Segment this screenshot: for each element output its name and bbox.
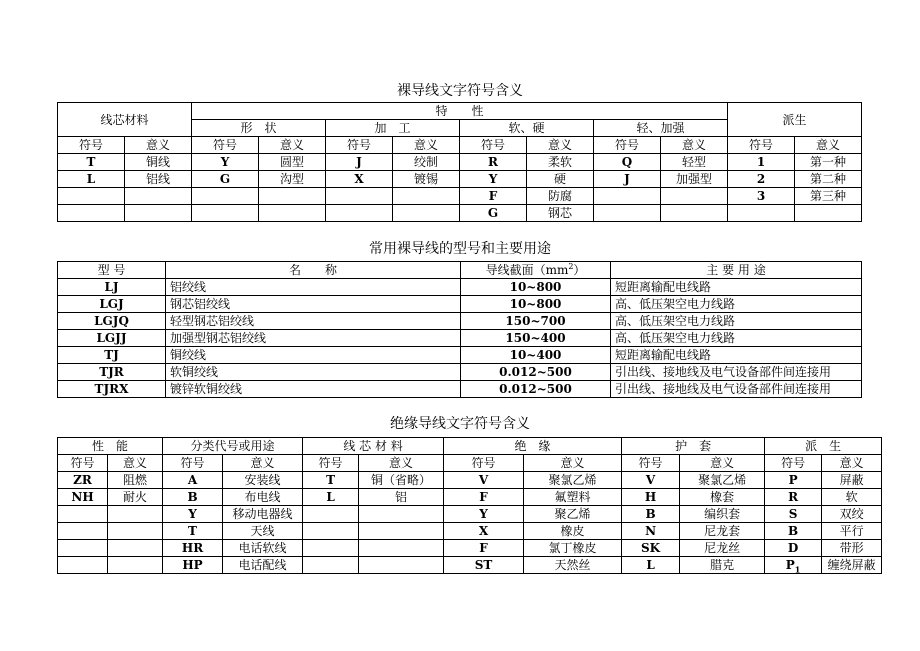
cell — [594, 205, 661, 222]
cell: Y — [444, 506, 524, 523]
cell — [108, 540, 163, 557]
cell-model: LGJQ — [58, 313, 166, 330]
cell: 防腐 — [527, 188, 594, 205]
insulated-wire-symbol-table — [57, 437, 882, 574]
cell: 移动电器线 — [223, 506, 303, 523]
cell-name: 铜绞线 — [166, 347, 461, 364]
cell: G — [460, 205, 527, 222]
meaning-header: 意义 — [108, 455, 163, 472]
table-row — [58, 205, 862, 222]
cell — [58, 205, 125, 222]
cell-section: 150~400 — [461, 330, 611, 347]
table-row — [58, 489, 882, 506]
cell: 柔软 — [527, 154, 594, 171]
cell: B — [622, 506, 680, 523]
cell: F — [444, 489, 524, 506]
title-bare-wire-symbols: 裸导线文字符号含义 — [397, 83, 523, 99]
cell: 阻燃 — [108, 472, 163, 489]
cell: 双绞 — [822, 506, 882, 523]
cell: F — [460, 188, 527, 205]
symbol-header: 符号 — [192, 137, 259, 154]
cell: J — [326, 154, 393, 171]
header-light-strong: 轻、加强 — [594, 120, 728, 137]
cell: 铝 — [359, 489, 444, 506]
table-row — [58, 472, 882, 489]
cell — [303, 540, 359, 557]
meaning-header: 意义 — [259, 137, 326, 154]
table-row — [58, 279, 862, 296]
cell: 铜（省略） — [359, 472, 444, 489]
cell: 布电线 — [223, 489, 303, 506]
table-row — [58, 540, 882, 557]
cell: 聚氯乙烯 — [524, 472, 622, 489]
cell — [303, 523, 359, 540]
cell: 橡皮 — [524, 523, 622, 540]
cell-model: LGJ — [58, 296, 166, 313]
cell: 带形 — [822, 540, 882, 557]
table-row — [58, 296, 862, 313]
cell — [326, 188, 393, 205]
cell: HP — [163, 557, 223, 574]
cell-section: 10~800 — [461, 279, 611, 296]
table-row — [58, 523, 882, 540]
cell: 第二种 — [795, 171, 862, 188]
header-derived: 派 生 — [765, 438, 882, 455]
meaning-header: 意义 — [125, 137, 192, 154]
cell: 氯丁橡皮 — [524, 540, 622, 557]
title-bare-wire-models: 常用裸导线的型号和主要用途 — [369, 241, 551, 257]
cell: ST — [444, 557, 524, 574]
cell: 耐火 — [108, 489, 163, 506]
cell: 加强型 — [661, 171, 728, 188]
header-soft-hard: 软、硬 — [460, 120, 594, 137]
header-shape: 形 状 — [192, 120, 326, 137]
cell — [58, 506, 108, 523]
cell: 电话配线 — [223, 557, 303, 574]
cell — [359, 523, 444, 540]
cell: J — [594, 171, 661, 188]
meaning-header: 意义 — [524, 455, 622, 472]
cell-model: LGJJ — [58, 330, 166, 347]
cell — [108, 557, 163, 574]
cell: SK — [622, 540, 680, 557]
cell-use: 短距离输配电线路 — [611, 279, 862, 296]
header-model: 型 号 — [58, 262, 166, 279]
cell-model: TJRX — [58, 381, 166, 398]
table-row — [58, 506, 882, 523]
cell: 轻型 — [661, 154, 728, 171]
meaning-header: 意义 — [527, 137, 594, 154]
table-row — [58, 347, 862, 364]
cell — [765, 557, 822, 574]
cell: ZR — [58, 472, 108, 489]
meaning-header: 意义 — [795, 137, 862, 154]
cell — [58, 188, 125, 205]
cell: N — [622, 523, 680, 540]
cell: 腊克 — [680, 557, 765, 574]
cell — [594, 188, 661, 205]
cell — [125, 188, 192, 205]
cell: 缠绕屏蔽 — [822, 557, 882, 574]
cell: V — [444, 472, 524, 489]
cell: 沟型 — [259, 171, 326, 188]
cell: 天线 — [223, 523, 303, 540]
cell-name: 加强型钢芯铝绞线 — [166, 330, 461, 347]
cell: 聚氯乙烯 — [680, 472, 765, 489]
cell: R — [765, 489, 822, 506]
bare-wire-symbol-table — [57, 102, 862, 222]
header-row — [58, 262, 862, 279]
cell-name: 铝绞线 — [166, 279, 461, 296]
cell-use: 高、低压架空电力线路 — [611, 330, 862, 347]
cell-subscript: 1 — [794, 564, 801, 574]
header-feature: 特 性 — [192, 103, 728, 120]
symbol-header: 符号 — [594, 137, 661, 154]
cell: 屏蔽 — [822, 472, 882, 489]
header-insulation: 绝 缘 — [444, 438, 622, 455]
cell: P — [765, 472, 822, 489]
cell: 软 — [822, 489, 882, 506]
cell — [259, 188, 326, 205]
cell-name: 软铜绞线 — [166, 364, 461, 381]
sub-header-row — [58, 137, 862, 154]
header-sheath: 护 套 — [622, 438, 765, 455]
cell: 聚乙烯 — [524, 506, 622, 523]
sub-header-row — [58, 455, 882, 472]
table-row — [58, 154, 862, 171]
cell-use: 高、低压架空电力线路 — [611, 296, 862, 313]
symbol-header: 符号 — [58, 137, 125, 154]
symbol-header: 符号 — [444, 455, 524, 472]
cell — [359, 540, 444, 557]
cell-use: 引出线、接地线及电气设备部件间连接用 — [611, 381, 862, 398]
cell: L — [58, 171, 125, 188]
meaning-header: 意义 — [393, 137, 460, 154]
cell — [661, 205, 728, 222]
header-section-text: 导线截面（mm — [485, 263, 569, 277]
cell: L — [622, 557, 680, 574]
symbol-header: 符号 — [303, 455, 359, 472]
cell: 2 — [728, 171, 795, 188]
header-row — [58, 438, 882, 455]
cell: L — [303, 489, 359, 506]
cell: Y — [192, 154, 259, 171]
cell — [303, 557, 359, 574]
header-derived: 派生 — [728, 103, 862, 137]
cell — [58, 523, 108, 540]
symbol-header: 符号 — [163, 455, 223, 472]
cell: 第三种 — [795, 188, 862, 205]
cell: 尼龙套 — [680, 523, 765, 540]
header-core-material: 线 芯 材 料 — [303, 438, 444, 455]
bare-wire-model-table — [57, 261, 862, 398]
cell: 安装线 — [223, 472, 303, 489]
cell — [58, 557, 108, 574]
header-use: 主 要 用 途 — [611, 262, 862, 279]
cell: 硬 — [527, 171, 594, 188]
cell-use: 引出线、接地线及电气设备部件间连接用 — [611, 364, 862, 381]
meaning-header: 意义 — [661, 137, 728, 154]
header-name: 名 称 — [166, 262, 461, 279]
cell: Q — [594, 154, 661, 171]
cell-model: TJR — [58, 364, 166, 381]
cell-section: 10~800 — [461, 296, 611, 313]
cell: 1 — [728, 154, 795, 171]
cell: NH — [58, 489, 108, 506]
cell: 电话软线 — [223, 540, 303, 557]
cell: S — [765, 506, 822, 523]
cell: 氟塑料 — [524, 489, 622, 506]
cell-section: 150~700 — [461, 313, 611, 330]
cell: G — [192, 171, 259, 188]
cell — [192, 205, 259, 222]
cell: D — [765, 540, 822, 557]
cell-section: 10~400 — [461, 347, 611, 364]
table-row — [58, 171, 862, 188]
cell — [661, 188, 728, 205]
header-classification: 分类代号或用途 — [163, 438, 303, 455]
cell-model: TJ — [58, 347, 166, 364]
cell: 绞制 — [393, 154, 460, 171]
cell: T — [163, 523, 223, 540]
cell: 铜线 — [125, 154, 192, 171]
cell — [125, 205, 192, 222]
cell: B — [163, 489, 223, 506]
cell-use: 短距离输配电线路 — [611, 347, 862, 364]
cell — [108, 506, 163, 523]
cell — [303, 506, 359, 523]
cell: 镀锡 — [393, 171, 460, 188]
cell-name: 镀锌软铜绞线 — [166, 381, 461, 398]
cell — [795, 205, 862, 222]
meaning-header: 意义 — [822, 455, 882, 472]
cell: Y — [163, 506, 223, 523]
cell: F — [444, 540, 524, 557]
cell-model: LJ — [58, 279, 166, 296]
cell: Y — [460, 171, 527, 188]
cell — [326, 205, 393, 222]
cell-name: 钢芯铝绞线 — [166, 296, 461, 313]
cell: 平行 — [822, 523, 882, 540]
table-row — [58, 364, 862, 381]
cell: 第一种 — [795, 154, 862, 171]
cell: R — [460, 154, 527, 171]
table-row — [58, 188, 862, 205]
header-performance: 性 能 — [58, 438, 163, 455]
meaning-header: 意义 — [223, 455, 303, 472]
cell: H — [622, 489, 680, 506]
cell — [728, 205, 795, 222]
cell: A — [163, 472, 223, 489]
header-section — [461, 262, 611, 279]
cell: HR — [163, 540, 223, 557]
cell — [393, 205, 460, 222]
cell: T — [303, 472, 359, 489]
cell-section: 0.012~500 — [461, 364, 611, 381]
cell: 尼龙丝 — [680, 540, 765, 557]
cell: X — [444, 523, 524, 540]
cell-use: 高、低压架空电力线路 — [611, 313, 862, 330]
cell: 橡套 — [680, 489, 765, 506]
cell: 3 — [728, 188, 795, 205]
symbol-header: 符号 — [326, 137, 393, 154]
symbol-header: 符号 — [58, 455, 108, 472]
cell — [359, 557, 444, 574]
header-process: 加 工 — [326, 120, 460, 137]
table-row — [58, 381, 862, 398]
header-section-sup: 2 — [568, 262, 574, 271]
symbol-header: 符号 — [460, 137, 527, 154]
cell — [359, 506, 444, 523]
cell: 铝线 — [125, 171, 192, 188]
table-row — [58, 557, 882, 574]
symbol-header: 符号 — [622, 455, 680, 472]
cell — [58, 540, 108, 557]
cell: 天然丝 — [524, 557, 622, 574]
cell-name: 轻型钢芯铝绞线 — [166, 313, 461, 330]
cell: B — [765, 523, 822, 540]
table-row — [58, 313, 862, 330]
cell: V — [622, 472, 680, 489]
cell: T — [58, 154, 125, 171]
cell — [393, 188, 460, 205]
cell: 编织套 — [680, 506, 765, 523]
title-insulated-wire-symbols: 绝缘导线文字符号含义 — [390, 416, 530, 432]
table-row — [58, 330, 862, 347]
cell: X — [326, 171, 393, 188]
cell: 钢芯 — [527, 205, 594, 222]
header-section-end: ） — [573, 263, 586, 277]
cell — [108, 523, 163, 540]
meaning-header: 意义 — [680, 455, 765, 472]
meaning-header: 意义 — [359, 455, 444, 472]
cell: 圆型 — [259, 154, 326, 171]
cell — [192, 188, 259, 205]
cell-text: P — [785, 558, 795, 572]
header-core-material: 线芯材料 — [58, 103, 192, 137]
cell-section: 0.012~500 — [461, 381, 611, 398]
symbol-header: 符号 — [728, 137, 795, 154]
symbol-header: 符号 — [765, 455, 822, 472]
cell — [259, 205, 326, 222]
